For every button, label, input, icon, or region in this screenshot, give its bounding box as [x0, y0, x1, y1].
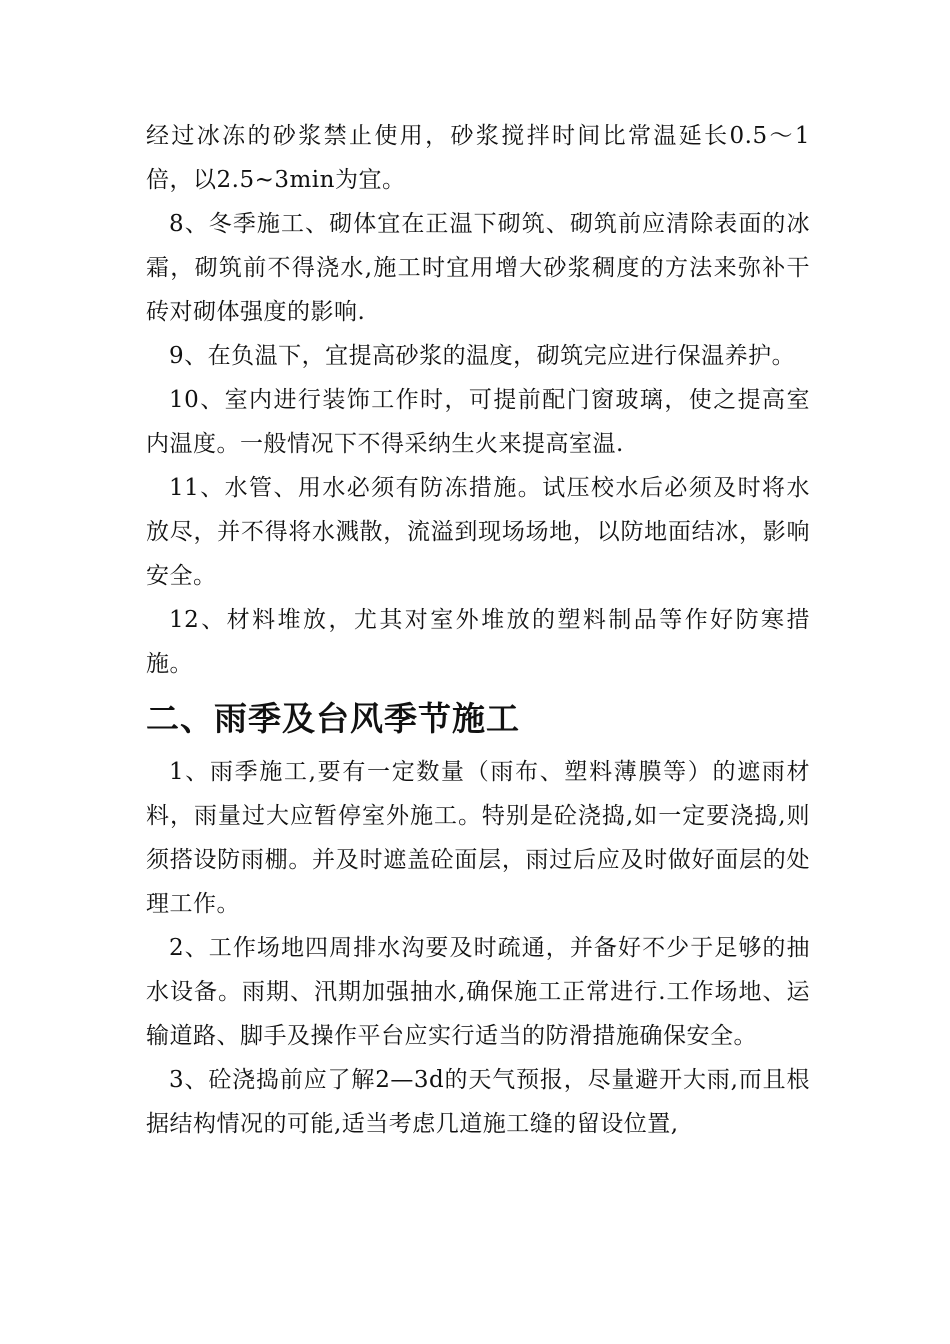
paragraph-item-12: 12、材料堆放，尤其对室外堆放的塑料制品等作好防寒措施。 — [146, 607, 810, 677]
paragraph-rain-3: 3、砼浇捣前应了解2—3d的天气预报，尽量避开大雨,而且根据结构情况的可能,适当考虑几道施工缝的留设位置, — [146, 1067, 810, 1137]
paragraph-rain-1: 1、雨季施工,要有一定数量（雨布、塑料薄膜等）的遮雨材料，雨量过大应暂停室外施工。特别是砼浇捣,如一定要浇捣,则须搭设防雨棚。并及时遮盖砼面层，雨过后应及时做好面层的处理工作。 — [146, 759, 810, 917]
paragraph-item-11: 11、水管、用水必须有防冻措施。试压校水后必须及时将水放尽，并不得将水溅散，流溢到现场场地，以防地面结冰，影响安全。 — [146, 475, 810, 589]
paragraph-continuation: 经过冰冻的砂浆禁止使用，砂浆搅拌时间比常温延长0.5～1倍，以2.5~3min为宜。 — [146, 123, 810, 193]
document-body — [146, 114, 810, 1146]
section-heading: 二、雨季及台风季节施工 — [146, 699, 520, 738]
paragraph-item-10: 10、室内进行装饰工作时，可提前配门窗玻璃，使之提高室内温度。一般情况下不得采纳生火来提高室温. — [146, 387, 810, 457]
paragraph-item-8: 8、冬季施工、砌体宜在正温下砌筑、砌筑前应清除表面的冰霜，砌筑前不得浇水,施工时宜用增大砂浆稠度的方法来弥补干砖对砌体强度的影响. — [146, 211, 810, 325]
paragraph-rain-2: 2、工作场地四周排水沟要及时疏通，并备好不少于足够的抽水设备。雨期、汛期加强抽水,确保施工正常进行.工作场地、运输道路、脚手及操作平台应实行适当的防滑措施确保安全。 — [146, 935, 810, 1049]
paragraph-item-9: 9、在负温下，宜提高砂浆的温度，砌筑完应进行保温养护。 — [169, 343, 796, 369]
